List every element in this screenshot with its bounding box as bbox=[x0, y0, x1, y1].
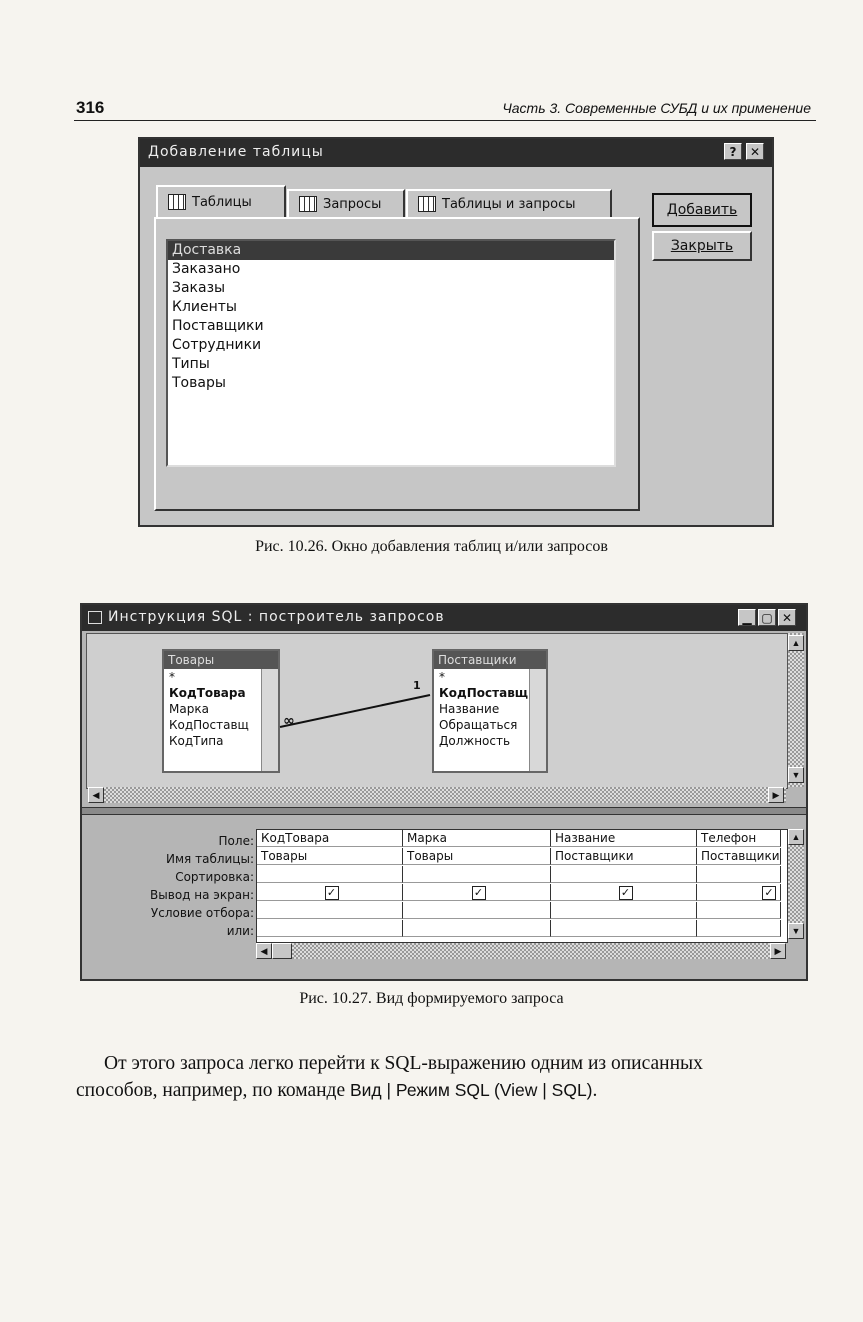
grid-cell-or[interactable] bbox=[257, 920, 403, 937]
field-row[interactable]: Должность bbox=[439, 734, 511, 748]
scroll-right-button[interactable]: ▶ bbox=[770, 943, 786, 959]
field-row[interactable]: * bbox=[169, 670, 175, 684]
scroll-left-button[interactable]: ◀ bbox=[88, 787, 104, 803]
grid-cell-show[interactable] bbox=[257, 884, 403, 901]
grid-horizontal-scrollbar[interactable] bbox=[256, 943, 786, 959]
scroll-down-button[interactable]: ▼ bbox=[788, 767, 804, 783]
grid-label-field: Поле: bbox=[218, 834, 254, 848]
table-icon bbox=[168, 194, 186, 210]
upper-horizontal-scrollbar[interactable] bbox=[88, 787, 786, 803]
table-products[interactable] bbox=[162, 649, 280, 773]
splitter-bar[interactable] bbox=[82, 807, 806, 815]
grid-cell-sort[interactable] bbox=[697, 866, 781, 883]
relationship-line[interactable] bbox=[278, 685, 434, 735]
field-row[interactable]: Обращаться bbox=[439, 718, 518, 732]
grid-cell-or[interactable] bbox=[403, 920, 551, 937]
grid-label-show: Вывод на экран: bbox=[150, 888, 254, 902]
grid-cell-show[interactable] bbox=[697, 884, 781, 901]
tab-tables-and-queries[interactable] bbox=[406, 189, 612, 217]
field-row[interactable]: * bbox=[439, 670, 445, 684]
field-row[interactable]: КодПоставщ bbox=[169, 718, 249, 732]
list-item[interactable]: Товары bbox=[172, 375, 226, 391]
grid-cell-criteria[interactable] bbox=[257, 902, 403, 919]
close-button[interactable]: ✕ bbox=[778, 609, 796, 626]
query-builder-window bbox=[80, 603, 808, 981]
field-row[interactable]: Марка bbox=[169, 702, 209, 716]
grid-cell-table[interactable]: Товары bbox=[403, 848, 551, 865]
show-checkbox[interactable]: ✓ bbox=[619, 886, 633, 900]
scroll-left-button[interactable]: ◀ bbox=[256, 943, 272, 959]
table-suppliers[interactable] bbox=[432, 649, 548, 773]
tab-queries[interactable] bbox=[287, 189, 405, 217]
grid-cell-or[interactable] bbox=[697, 920, 781, 937]
minimize-button[interactable]: ▁ bbox=[738, 609, 756, 626]
grid-cell-show[interactable] bbox=[551, 884, 697, 901]
field-row[interactable]: КодТовара bbox=[169, 686, 246, 700]
grid-label-criteria: Условие отбора: bbox=[150, 906, 254, 920]
list-item[interactable]: Заказы bbox=[172, 280, 226, 296]
table-scrollbar[interactable] bbox=[529, 669, 546, 771]
list-item[interactable]: Заказано bbox=[172, 261, 241, 277]
maximize-button[interactable]: ▢ bbox=[758, 609, 776, 626]
show-checkbox[interactable]: ✓ bbox=[472, 886, 486, 900]
dialog-title: Добавление таблицы bbox=[148, 144, 324, 160]
menu-command: Вид | Режим SQL (View | SQL) bbox=[349, 1080, 593, 1100]
field-row[interactable]: КодТипа bbox=[169, 734, 224, 748]
scroll-thumb[interactable] bbox=[272, 943, 292, 959]
body-paragraph bbox=[76, 1050, 818, 1104]
show-checkbox[interactable]: ✓ bbox=[762, 886, 776, 900]
grid-cell-sort[interactable] bbox=[257, 866, 403, 883]
dialog-titlebar bbox=[140, 139, 772, 167]
query-icon bbox=[299, 196, 317, 212]
grid-cell-field[interactable]: КодТовара bbox=[257, 830, 403, 847]
grid-cell-criteria[interactable] bbox=[697, 902, 781, 919]
field-row[interactable]: Название bbox=[439, 702, 500, 716]
grid-cell-table[interactable]: Товары bbox=[257, 848, 403, 865]
grid-cell-field[interactable]: Марка bbox=[403, 830, 551, 847]
grid-label-or: или: bbox=[226, 924, 254, 938]
tables-and-queries-icon bbox=[418, 196, 436, 212]
page-number: 316 bbox=[76, 98, 105, 117]
body-text-span: способов, например, по команде bbox=[76, 1080, 350, 1101]
table-scrollbar[interactable] bbox=[261, 669, 278, 771]
body-line: От этого запроса легко перейти к SQL-выражению одним из описанных bbox=[104, 1053, 703, 1074]
grid-cell-criteria[interactable] bbox=[551, 902, 697, 919]
close-dialog-button[interactable]: Закрыть bbox=[652, 231, 752, 261]
table-list[interactable] bbox=[166, 239, 616, 467]
grid-cell-field[interactable]: Название bbox=[551, 830, 697, 847]
tab-label: Запросы bbox=[323, 196, 382, 212]
scroll-up-button[interactable]: ▲ bbox=[788, 635, 804, 651]
close-button[interactable]: ✕ bbox=[746, 143, 764, 160]
grid-cell-sort[interactable] bbox=[551, 866, 697, 883]
figure-caption: Рис. 10.26. Окно добавления таблиц и/или запросов bbox=[255, 538, 608, 555]
upper-vertical-scrollbar[interactable] bbox=[788, 633, 804, 787]
add-table-dialog bbox=[138, 137, 774, 527]
relation-many-label: ∞ bbox=[283, 713, 295, 729]
window-title: Инструкция SQL : построитель запросов bbox=[108, 609, 445, 625]
show-checkbox[interactable]: ✓ bbox=[325, 886, 339, 900]
body-text-span: . bbox=[592, 1080, 598, 1101]
scroll-right-button[interactable]: ▶ bbox=[768, 787, 784, 803]
help-button[interactable]: ? bbox=[724, 143, 742, 160]
figure-caption: Рис. 10.27. Вид формируемого запроса bbox=[299, 990, 564, 1007]
list-item[interactable]: Клиенты bbox=[172, 299, 237, 315]
list-item[interactable]: Поставщики bbox=[172, 318, 264, 334]
grid-labels bbox=[82, 833, 254, 943]
grid-cell-field[interactable]: Телефон bbox=[697, 830, 781, 847]
scroll-down-button[interactable]: ▼ bbox=[788, 923, 804, 939]
running-head: Часть 3. Современные СУБД и их применение bbox=[502, 100, 811, 116]
relation-one-label: 1 bbox=[413, 679, 421, 692]
design-grid bbox=[256, 829, 788, 943]
tab-tables[interactable] bbox=[156, 185, 286, 217]
table-title: Поставщики bbox=[434, 651, 546, 669]
list-item[interactable]: Доставка bbox=[168, 241, 614, 260]
table-title: Товары bbox=[164, 651, 278, 669]
window-titlebar bbox=[82, 605, 806, 631]
grid-cell-or[interactable] bbox=[551, 920, 697, 937]
list-item[interactable]: Сотрудники bbox=[172, 337, 262, 353]
query-icon bbox=[88, 611, 102, 624]
body-line bbox=[76, 1077, 818, 1104]
header-rule bbox=[74, 120, 816, 121]
grid-cell-sort[interactable] bbox=[403, 866, 551, 883]
tab-label: Таблицы и запросы bbox=[442, 196, 576, 212]
tab-label: Таблицы bbox=[192, 194, 252, 210]
list-item[interactable]: Типы bbox=[172, 356, 210, 372]
grid-label-sort: Сортировка: bbox=[175, 870, 254, 884]
scroll-up-button[interactable]: ▲ bbox=[788, 829, 804, 845]
grid-cell-criteria[interactable] bbox=[403, 902, 551, 919]
add-button[interactable]: Добавить bbox=[652, 193, 752, 227]
grid-cell-table[interactable]: Поставщики bbox=[697, 848, 781, 865]
grid-cell-table[interactable]: Поставщики bbox=[551, 848, 697, 865]
grid-label-table: Имя таблицы: bbox=[166, 852, 254, 866]
grid-cell-show[interactable] bbox=[403, 884, 551, 901]
field-row[interactable]: КодПоставщ bbox=[439, 686, 529, 700]
